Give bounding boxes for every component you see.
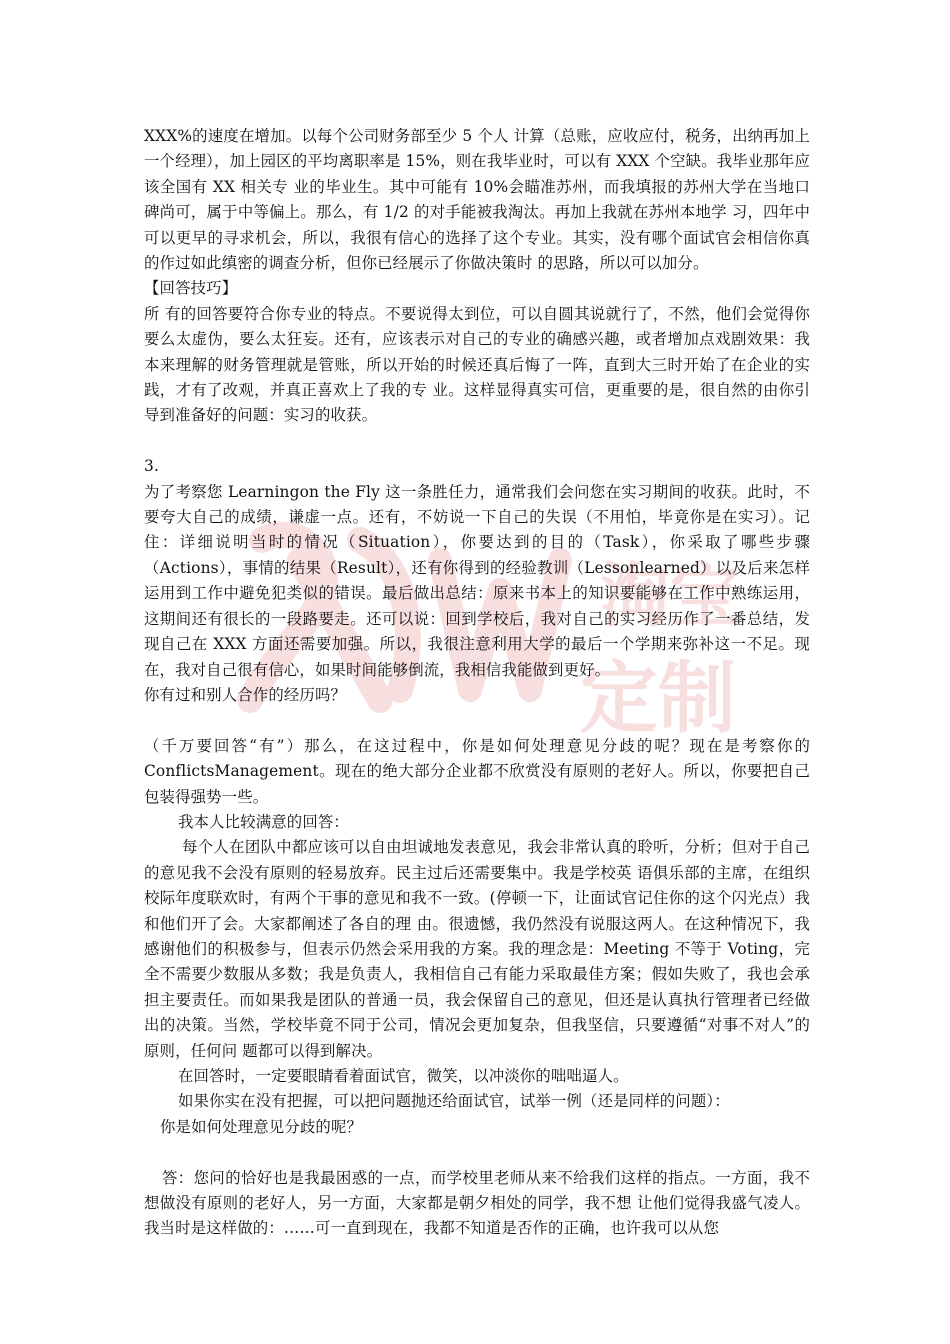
section-number-3: 3.: [144, 457, 159, 476]
paragraph-final-answer: 答：您问的恰好也是我最困惑的一点，而学校里老师从来不给我们这样的指点。一方面，我不想做没有原则的老好人，另一方面，大家都是朝夕相处的同学，我不想 让他们觉得我盛气凌人。我当时是这样做的：……可一直到现在，我都不知道是否作的正确，也许我可以从您: [144, 1168, 810, 1238]
question-disagreement: 你是如何处理意见分歧的呢？: [160, 1117, 363, 1136]
paragraph-conflicts: （千万要回答“有”）那么，在这过程中，你是如何处理意见分歧的呢？现在是考察你的 ConflictsManagement。现在的绝大部分企业都不欣赏没有原则的老好人。所以，你要把自己包装得强势一些。: [144, 736, 810, 806]
paragraph-satisfied-answer: 我本人比较满意的回答：: [178, 812, 349, 831]
paragraph-learning: 为了考察您 Learningon the Fly 这一条胜任力，通常我们会问您在实习期间的收获。此时，不要夸大自己的成绩，谦虚一点。还有，不妨说一下自己的失误（不用怕，毕竟你是在实习）。记住：详细说明当时的情况（Situation），你要达到的目的（Task），你采取了哪些步骤（Actions），事情的结果（Result），还有你得到的经验教训（Lessonlearned）以及后来怎样运用到工作中避免犯类似的错误。最后做出总结：原来书本上的知识要能够在工作中熟练运用，这期间还有很长的一段路要走。还可以说：回到学校后，我对自己的实习经历作了一番总结，发现自己在 XXX 方面还需要加强。所以，我很注意利用大学的最后一个学期来弥补这一不足。现在，我对自己很有信心，如果时间能够倒流，我相信我能做到更好。: [144, 482, 810, 679]
blank-line: [144, 1140, 810, 1165]
section-heading-tips: 【回答技巧】: [144, 279, 238, 298]
blank-line: [144, 708, 810, 733]
watermark-text-2: 定制: [580, 654, 737, 744]
watermark-text-1: 淘宝: [600, 555, 740, 637]
paragraph-eye-contact: 在回答时，一定要眼睛看着面试官，微笑，以冲淡你的咄咄逼人。: [178, 1067, 629, 1085]
paragraph-ask-back: 如果你实在没有把握，可以把问题抛还给面试官，试举一例（还是同样的问题）：: [178, 1092, 730, 1111]
paragraph-tips: 所 有的回答要符合你专业的特点。不要说得太到位，可以自圆其说就行了，不然，他们会觉得你要么太虚伪，要么太狂妄。还有，应该表示对自己的专业的确感兴趣，或者增加点戏剧效果：我本来理解的财务管理就是管账，所以开始的时候还真后悔了一阵，直到大三时开始了在企业的实践，才有了改观，并真正喜欢上了我的专 业。这样显得真实可信，更重要的是，很自然的由你引导到准备好的问题：实习的收获。: [144, 304, 810, 425]
document-body: [144, 124, 810, 1242]
paragraph-1: XXX%的速度在增加。以每个公司财务部至少 5 个人 计算（总账，应收应付，税务，出纳再加上一个经理），加上园区的平均离职率是 15%，则在我毕业时，可以有 XXX 个空缺。我毕业那年应该全国有 XX 相关专 业的毕业生。其中可能有 10%会瞄准苏州，而我填报的苏州大学在当地口碑尚可，属于中等偏上。那么，有 1/2 的对手能被我淘汰。再加上我就在苏州本地学 习，四年中可以更早的寻求机会，所以，我很有信心的选择了这个专业。其实，没有哪个面试官会相信你真的作过如此缜密的调查分析，但你已经展示了你做决策时 的思路，所以可以加分。: [144, 127, 810, 273]
question-cooperation: 你有过和别人合作的经历吗？: [144, 685, 347, 704]
blank-line: [144, 429, 810, 454]
paragraph-answer-body: 每个人在团队中都应该可以自由坦诚地发表意见，我会非常认真的聆听，分析；但对于自己的意见我不会没有原则的轻易放弃。民主过后还需要集中。我是学校英 语俱乐部的主席，在组织校际年度联欢时，有两个干事的意见和我不一致。(停顿一下，让面试官记住你的这个闪光点）我和他们开了会。大家都阐述了各自的理 由。很遗憾，我仍然没有说服这两人。在这种情况下，我感谢他们的积极参与，但表示仍然会采用我的方案。我的理念是：Meeting 不等于 Voting，完全不需要少数服从多数；我是负责人，我相信自己有能力采取最佳方案；假如失败了，我也会承担主要责任。而如果我是团队的普通一员，我会保留自己的意见，但还是认真执行管理者已经做出的决策。当然，学校毕竟不同于公司，情况会更加复杂，但我坚信，只要遵循“对事不对人”的原则，任何问 题都可以得到解决。: [144, 838, 810, 1060]
